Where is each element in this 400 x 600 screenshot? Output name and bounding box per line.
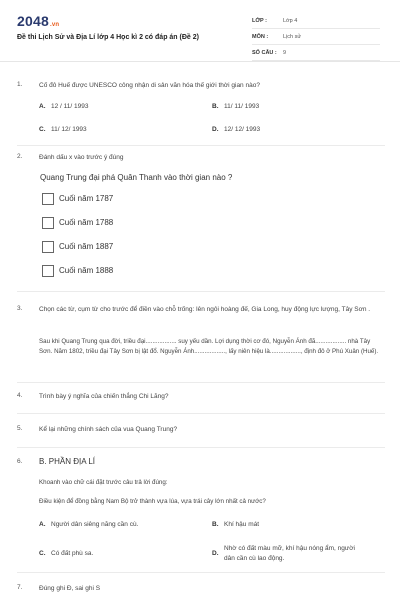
divider bbox=[17, 291, 385, 292]
option-text: Khí hậu mát bbox=[224, 521, 260, 528]
question-text: Điều kiện để đồng bằng Nam Bộ trở thành vựa lúa, vựa trái cây lớn nhất cả nước? bbox=[39, 498, 266, 505]
meta-value: Lịch sử bbox=[283, 34, 302, 40]
option-letter: A. bbox=[39, 103, 46, 110]
option-text: Có đất phù sa. bbox=[51, 550, 94, 557]
question-number: 3. bbox=[17, 305, 23, 312]
option-text: 11/ 11/ 1993 bbox=[224, 103, 260, 110]
option-letter: D. bbox=[212, 126, 219, 133]
option-letter: A. bbox=[39, 521, 46, 528]
option-text: Nhờ có đất màu mỡ, khí hậu nóng ẩm, người dân cần cù lao động. bbox=[224, 545, 355, 562]
question-number: 5. bbox=[17, 425, 23, 432]
divider bbox=[17, 382, 385, 383]
question-text: Cố đô Huế được UNESCO công nhận di sản văn hóa thế giới thời gian nào? bbox=[39, 82, 260, 89]
choice-label: Cuối năm 1787 bbox=[59, 194, 114, 203]
logo-text: 2048 bbox=[17, 13, 49, 29]
option-letter: B. bbox=[212, 103, 219, 110]
meta-value: 9 bbox=[283, 50, 287, 56]
meta-key: MÔN : bbox=[252, 34, 269, 40]
question-text: Đúng ghi Đ, sai ghi S bbox=[39, 585, 101, 592]
question-number: 4. bbox=[17, 392, 23, 399]
meta-row-count bbox=[252, 46, 380, 61]
page-title: Đề thi Lịch Sử và Địa Lí lớp 4 Học kì 2 có đáp án (Đề 2) bbox=[17, 34, 199, 41]
question-instruction: Khoanh vào chữ cái đặt trước câu trả lời đúng: bbox=[39, 479, 168, 486]
checkbox[interactable] bbox=[42, 217, 54, 229]
meta-value: Lớp 4 bbox=[283, 18, 298, 24]
divider bbox=[17, 572, 385, 573]
meta-key: LỚP : bbox=[252, 18, 267, 24]
option-letter: C. bbox=[39, 550, 46, 557]
choice-label: Cuối năm 1887 bbox=[59, 242, 114, 251]
option-letter: B. bbox=[212, 521, 219, 528]
question-prompt: Quang Trung đại phá Quân Thanh vào thời gian nào ? bbox=[40, 173, 233, 182]
option-letter: C. bbox=[39, 126, 46, 133]
option-text: 11/ 12/ 1993 bbox=[51, 126, 87, 133]
question-number: 1. bbox=[17, 81, 23, 88]
option-text: Người dân siêng năng cần cù. bbox=[51, 521, 139, 528]
checkbox[interactable] bbox=[42, 193, 54, 205]
checkbox[interactable] bbox=[42, 241, 54, 253]
fill-in-passage: Sau khi Quang Trung qua đời, triều đại.................. suy yếu dần. Lợi dụng thời cơ đó, Nguyễn Ánh đã.................. nhà Tây Sơn. Năm 1802, triều đại Tây Sơn bị lật đổ. Nguyễn Ánh.................., lấy niên hiệu là.................., định đô ở Phú Xuân (Huế). bbox=[39, 338, 379, 355]
choice-label: Cuối năm 1788 bbox=[59, 218, 114, 227]
section-title: B. PHẦN ĐỊA LÍ bbox=[39, 457, 96, 466]
choice-label: Cuối năm 1888 bbox=[59, 266, 114, 275]
option-text: 12/ 12/ 1993 bbox=[224, 126, 261, 133]
checkbox[interactable] bbox=[42, 265, 54, 277]
question-number: 2. bbox=[17, 153, 23, 160]
question-number: 7. bbox=[17, 584, 23, 591]
exam-meta bbox=[252, 14, 380, 62]
option-letter: D. bbox=[212, 550, 219, 557]
question-text: Trình bày ý nghĩa của chiến thắng Chi Lăng? bbox=[39, 393, 169, 400]
question-text: Chọn các từ, cụm từ cho trước để điền vào chỗ trống: lên ngôi hoàng đế, Gia Long, huy động lực lượng, Tây Sơn . bbox=[39, 306, 371, 313]
question-text: Đánh dấu x vào trước ý đúng bbox=[39, 154, 124, 161]
meta-row-class bbox=[252, 14, 380, 29]
page-header bbox=[0, 0, 400, 62]
meta-key: SỐ CÂU : bbox=[252, 50, 277, 56]
divider bbox=[17, 145, 385, 146]
question-text: Kể lại những chính sách của vua Quang Trung? bbox=[39, 426, 178, 433]
site-logo[interactable] bbox=[17, 13, 59, 29]
question-number: 6. bbox=[17, 458, 23, 465]
divider bbox=[17, 413, 385, 414]
meta-row-subject bbox=[252, 30, 380, 45]
divider bbox=[17, 447, 385, 448]
option-text: 12 / 11/ 1993 bbox=[51, 103, 89, 110]
logo-suffix: .vn bbox=[49, 22, 60, 28]
